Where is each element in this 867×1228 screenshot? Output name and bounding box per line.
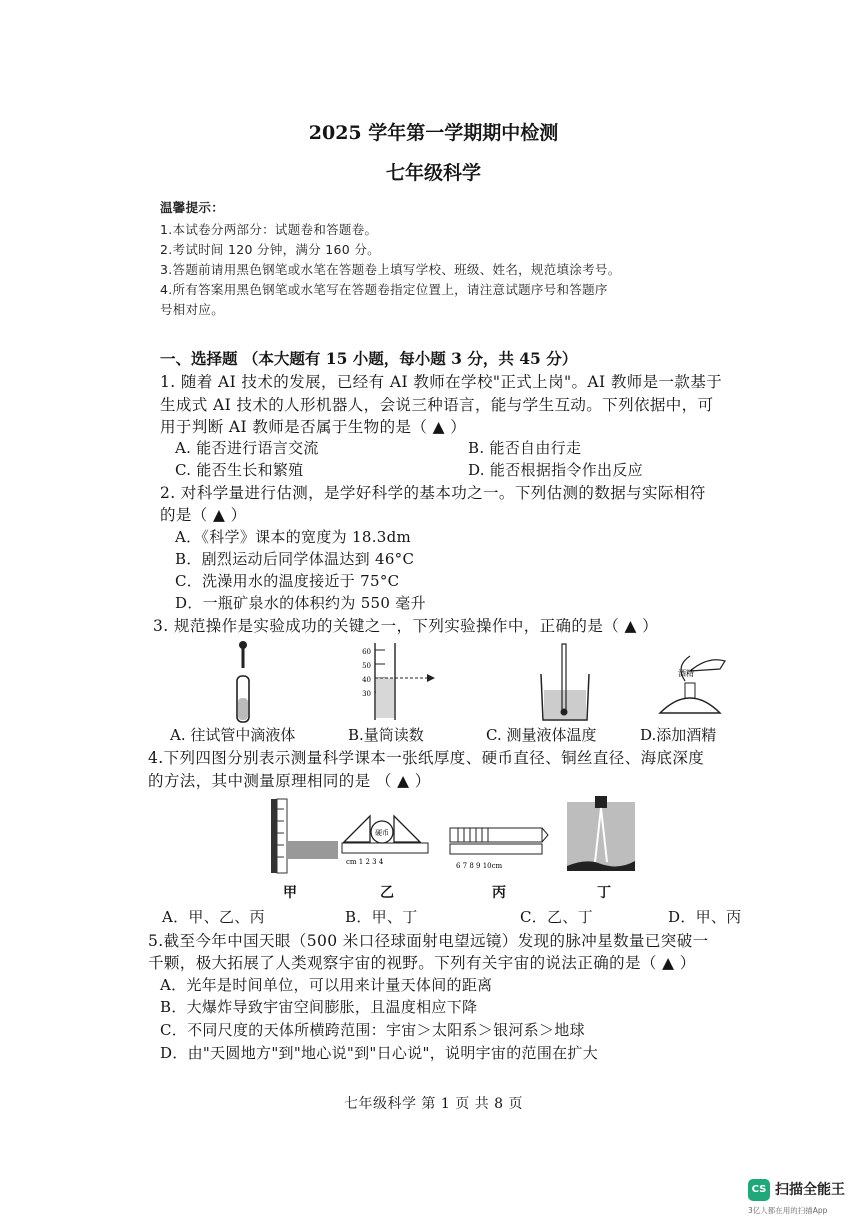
option-b: B. 能否自由行走 <box>468 439 582 457</box>
question-text: 千颗，极大拓展了人类观察宇宙的视野。下列有关宇宙的说法正确的是（ ▲ ） <box>148 954 696 972</box>
question-text: 1. 随着 AI 技术的发展，已经有 AI 教师在学校"正式上岗"。AI 教师是一款基于 <box>160 373 723 391</box>
cyl-tick: 50 <box>362 662 371 670</box>
option-d: D. 能否根据指令作出反应 <box>468 461 643 479</box>
figure-label: 丁 <box>597 885 611 901</box>
figure-label: 甲 <box>283 885 297 901</box>
figure-label: 乙 <box>380 885 394 901</box>
exam-title: 2025 学年第一学期期中检测 <box>308 122 559 144</box>
figure-graduated-cylinder <box>355 640 445 726</box>
question-text: 生成式 AI 技术的人形机器人，会说三种语言，能与学生互动。下列依据中，可 <box>160 396 714 414</box>
question-text: 的是（ ▲ ） <box>160 506 247 524</box>
watermark-slogan: 3亿人都在用的扫描App <box>748 1206 828 1215</box>
option-d: D．由"天圆地方"到"地心说"到"日心说"，说明宇宙的范围在扩大 <box>160 1044 599 1062</box>
option-c: C. 能否生长和繁殖 <box>175 461 304 479</box>
ruler-scale: 6 7 8 9 10cm <box>456 862 503 870</box>
figure-sea-depth <box>567 792 635 876</box>
figure-label: 丙 <box>492 885 506 901</box>
figure-dropper-test-tube <box>225 638 265 728</box>
option-b: B．甲、丁 <box>345 908 418 926</box>
watermark-app-name: 扫描全能王 <box>775 1182 845 1198</box>
lamp-label: 酒精 <box>678 669 694 678</box>
option-d: D．甲、丙 <box>668 908 742 926</box>
figure-alcohol-lamp <box>645 643 735 725</box>
question-text: 用于判断 AI 教师是否属于生物的是（ ▲ ） <box>160 418 467 436</box>
option-a: A. 能否进行语言交流 <box>175 439 319 457</box>
option-d: D．一瓶矿泉水的体积约为 550 毫升 <box>175 594 426 612</box>
section-heading: 一、选择题 （本大题有 15 小题，每小题 3 分，共 45 分） <box>160 349 578 368</box>
figure-caption: A. 往试管中滴液体 <box>170 726 296 744</box>
option-b: B．大爆炸导致宇宙空间膨胀，且温度相应下降 <box>160 998 478 1016</box>
question-text: 2. 对科学量进行估测，是学好科学的基本功之一。下列估测的数据与实际相符 <box>160 484 706 502</box>
cyl-tick: 30 <box>362 690 371 698</box>
exam-subtitle: 七年级科学 <box>385 162 481 184</box>
tips-line: 1.本试卷分两部分：试题卷和答题卷。 <box>160 222 378 237</box>
figure-caption: C. 测量液体温度 <box>486 726 597 744</box>
question-text: 3. 规范操作是实验成功的关键之一，下列实验操作中，正确的是（ ▲ ） <box>153 617 658 635</box>
cyl-tick: 40 <box>362 676 371 684</box>
camscanner-logo-icon: CS <box>748 1179 770 1201</box>
option-b: B．剧烈运动后同学体温达到 46°C <box>175 550 415 568</box>
question-text: 5.截至今年中国天眼（500 米口径球面射电望远镜）发现的脉冲星数量已突破一 <box>148 932 709 950</box>
tips-line: 3.答题前请用黑色钢笔或水笔在答题卷上填写学校、班级、姓名，规范填涂考号。 <box>160 262 621 277</box>
cyl-tick: 60 <box>362 648 371 656</box>
tips-line: 号相对应。 <box>160 302 225 317</box>
tips-heading: 温馨提示： <box>160 200 225 215</box>
tips-line: 2.考试时间 120 分钟，满分 160 分。 <box>160 242 380 257</box>
tips-line: 4.所有答案用黑色钢笔或水笔写在答题卷指定位置上，请注意试题序号和答题序 <box>160 282 608 297</box>
figure-caption: D.添加酒精 <box>640 726 717 744</box>
option-c: C．洗澡用水的温度接近于 75°C <box>175 572 400 590</box>
ruler-scale: cm 1 2 3 4 <box>346 858 384 866</box>
option-a: A．甲、乙、丙 <box>162 908 265 926</box>
figure-paper-thickness <box>268 797 348 877</box>
figure-wire-diameter <box>448 820 548 876</box>
figure-beaker-thermometer <box>535 640 595 726</box>
page-footer: 七年级科学 第 1 页 共 8 页 <box>343 1096 523 1112</box>
option-c: C．不同尺度的天体所横跨范围：宇宙＞太阳系＞银河系＞地球 <box>160 1021 585 1039</box>
question-text: 4.下列四图分别表示测量科学课本一张纸厚度、硬币直径、铜丝直径、海底深度 <box>148 749 705 767</box>
question-text: 的方法，其中测量原理相同的是 （ ▲ ） <box>148 772 431 790</box>
option-a: A．《科学》课本的宽度为 18.3dm <box>175 528 412 546</box>
option-a: A．光年是时间单位，可以用来计量天体间的距离 <box>160 976 493 994</box>
figure-coin-diameter <box>340 812 438 868</box>
figure-caption: B.量筒读数 <box>348 726 424 744</box>
coin-label: 硬币 <box>375 829 389 837</box>
option-c: C．乙、丁 <box>520 908 593 926</box>
